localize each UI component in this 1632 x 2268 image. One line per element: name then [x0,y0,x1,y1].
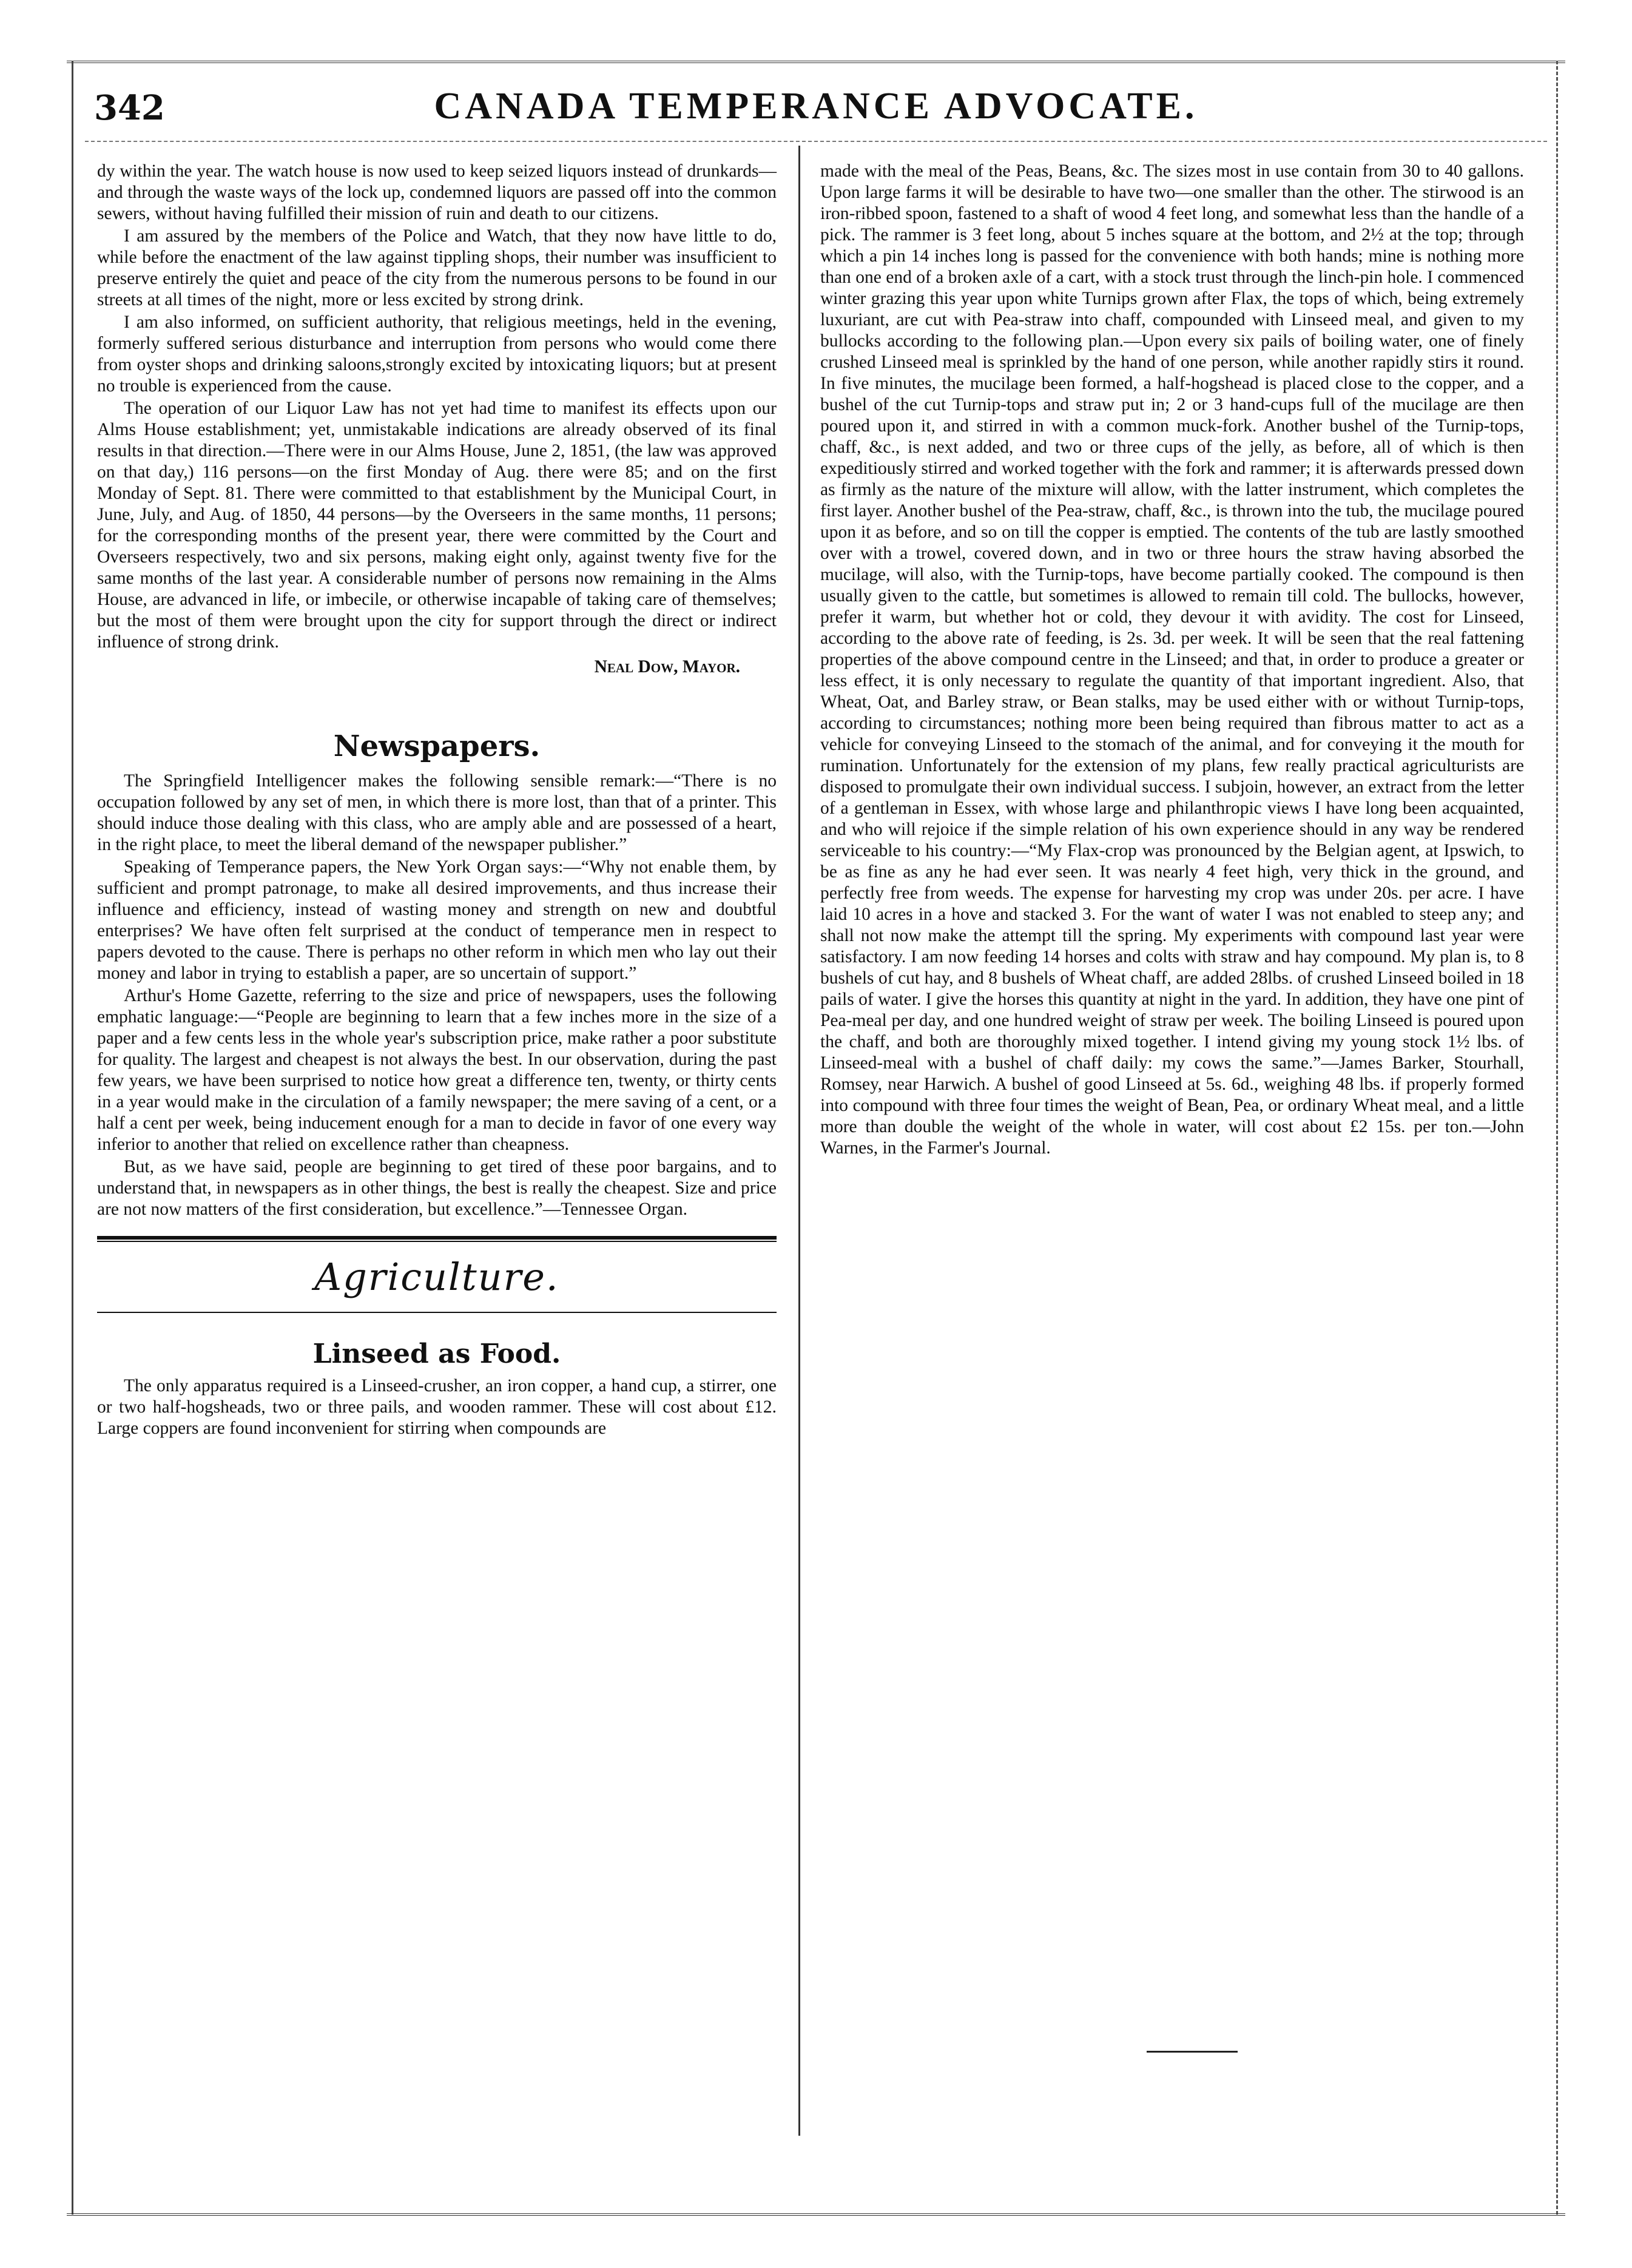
article-paragraph: Speaking of Temperance papers, the New York Organ says:—“Why not enable them, by sufficient and prompt patronage, to make all desired improvements, and thus increase their influence and efficiency, instead of wasting money and strength on new and doubtful enterprises? We have often felt surprised at the conduct of temperance men in respect to papers devoted to the cause. There is perhaps no other reform in which men who lay out their money and labor in trying to establish a paper, are so uncertain of support.” [97,857,777,983]
article-paragraph: Arthur's Home Gazette, referring to the size and price of newspapers, uses the following emphatic language:—“People are beginning to learn that a few inches more in the size of a paper and a few cents less in the whole year's subscription price, make rather a poor substitute for quality. The largest and cheapest is not always the best. In our observation, during the past few years, we have been surprised to notice how great a difference ten, twenty, or thirty cents in a year would make in the circulation of a family newspaper; the mere saving of a cent, or a half a cent per week, being inducement enough for a man to decide in favor of one every way inferior to another that relied on excellence rather than cheapness. [97,986,777,1154]
top-border-rule [67,61,1565,63]
end-of-column-rule [1147,2051,1238,2053]
article-paragraph: The only apparatus required is a Linseed-crusher, an iron copper, a hand cup, a stirrer, one or two half-hogsheads, two or three pails, and wooden rammer. These will cost about £12. Large coppers are found inconvenient for stirring when compounds are [97,1376,777,1438]
article-paragraph: dy within the year. The watch house is now used to keep seized liquors instead of drunkards—and through the waste ways of the lock up, condemned liquors are passed off into the common sewers, without having fulfilled their mission of ruin and death to our citizens. [97,161,777,223]
right-column [820,161,1524,1160]
left-column [97,161,777,1440]
bottom-border-rule [67,2213,1565,2216]
linseed-heading: Linseed as Food. [312,1338,561,1369]
article-signature: Neal Dow, Mayor. [594,657,740,677]
article-paragraph: I am also informed, on sufficient authority, that religious meetings, held in the evening, formerly suffered serious disturbance and interruption from persons who would come there from oyster shops and drinking saloons,strongly excited by intoxicating liquors; but at present no trouble is experienced from the cause. [97,312,777,396]
article-paragraph: The Springfield Intelligencer makes the following sensible remark:—“There is no occupation followed by any set of men, in which there is more lost, than that of a printer. This should induce those dealing with this class, who are amply able and are possessed of a heart, in the right place, to meet the liberal demand of the newspaper publisher.” [97,771,777,854]
masthead-title: CANADA TEMPERANCE ADVOCATE. [434,86,1198,127]
section-rule-thin [97,1241,777,1242]
newspapers-heading: Newspapers. [333,729,541,763]
article-paragraph: I am assured by the members of the Police and Watch, that they now have little to do, while before the enactment of the law against tippling shops, their number was insufficient to preserve entirely the quiet and peace of the city from the numerous persons to be found in our streets at all times of the night, more or less excited by strong drink. [97,226,777,309]
column-divider [798,146,800,2136]
article-paragraph: made with the meal of the Peas, Beans, &c. The sizes most in use contain from 30 to 40 gallons. Upon large farms it will be desirable to have two—one smaller than the other. The stirwood is an iron-ribbed spoon, fastened to a shaft of wood 4 feet long, and somewhat less than the handle of a pick. The rammer is 3 feet long, about 5 inches square at the bottom, and 2½ at the top; through which a pin 14 inches long is passed for the convenience with both hands; mine is nothing more than one end of a broken axle of a cart, with a stock trust through the linch-pin hole. I commenced winter grazing this year upon white Turnips grown after Flax, the tops of which, being extremely luxuriant, are cut with Pea-straw into chaff, compounded with Linseed meal, and given to my bullocks according to the following plan.—Upon every six pails of boiling water, one of finely crushed Linseed meal is sprinkled by the hand of one person, while another rapidly stirs it round. In five minutes, the mucilage been formed, a half-hogshead is placed close to the copper, and a bushel of the cut Turnip-tops and straw put in; 2 or 3 hand-cups full of the mucilage are then poured upon it, and stirred in with a common muck-fork. Another bushel of the Turnip-tops, chaff, &c., is next added, and two or three cups of the jelly, as before, all of which is then expeditiously stirred and worked together with the fork and rammer; it is afterwards pressed down as firmly as the nature of the mixture will allow, with the latter instrument, which completes the first layer. Another bushel of the Pea-straw, chaff, &c., is thrown into the tub, the mucilage poured upon it as before, and so on till the copper is emptied. The contents of the tub are lastly smoothed over with a trowel, covered down, and in two or three hours the straw having absorbed the mucilage, will also, with the Turnip-tops, have become partially cooked. The compound is then usually given to the cattle, but sometimes is allowed to remain till cold. The bullocks, however, prefer it warm, but whether hot or cold, they devour it with avidity. The cost for Linseed, according to the above rate of feeding, is 2s. 3d. per week. It will be seen that the real fattening properties of the above compound centre in the Linseed; and that, in order to produce a greater or less effect, it is only necessary to regulate the quantity of that important ingredient. Also, that Wheat, Oat, and Barley straw, or Bean stalks, may be used either with or without Turnip-tops, according to circumstances; nothing more been being required than fibrous matter to act as a vehicle for conveying Linseed to the stomach of the animal, and for conveying it the mouth for rumination. Unfortunately for the extension of my plans, few really practical agriculturists are disposed to promulgate their own individual success. I subjoin, however, an extract from the letter of a gentleman in Essex, with whose large and philanthropic views I have long been acquainted, and who will rejoice if the simple relation of his own experience should in any way be rendered serviceable to his country:—“My Flax-crop was pronounced by the Belgian agent, at Ipswich, to be as fine as any he had ever seen. It was nearly 4 feet high, very thick in the ground, and perfectly free from weeds. The expense for harvesting my crop was under 20s. per acre. I have laid 10 acres in a hove and stacked 3. For the want of water I was not enabled to steep any; and shall not now make the attempt till the spring. My experiments with compound last year were satisfactory. I am now feeding 14 horses and colts with straw and hay compound. My plan is, to 8 bushels of cut hay, and 8 bushels of Wheat chaff, are added 28lbs. of crushed Linseed boiled in 18 pails of water. I give the horses this quantity at night in the yard. In addition, they have one pint of Pea-meal per day, and one hundred weight of straw per week. The boiling Linseed is poured upon the chaff, and both are thoroughly mixed together. I intend giving my young stock 1½ lbs. of Linseed-meal with a bushel of chaff daily: my cows the same.”—James Barker, Stourhall, Romsey, near Harwich. A bushel of good Linseed at 5s. 6d., weighing 48 lbs. if properly formed into compound with three four times the weight of Bean, Pea, or ordinary Wheat meal, and a little more than double the weight of the whole in water, will cost about £2 15s. per ton.—John Warnes, in the Farmer's Journal. [820,161,1525,1158]
right-border-rule [1556,61,1558,2215]
article-paragraph: The operation of our Liquor Law has not yet had time to manifest its effects upon our Alms House establishment; yet, unmistakable indications are already observed of its final results in that direction.—There were in our Alms House, June 2, 1851, (the law was approved on that day,) 116 persons—on the first Monday of Aug. there were 85; and on the first Monday of Sept. 81. There were committed to that establishment by the Municipal Court, in June, July, and Aug. of 1850, 44 persons—by the Overseers in the same months, 11 persons; for the corresponding months of the present year, there were committed by the Court and Overseers respectively, two and six persons, making eight only, against twenty five for the same months of the last year. A considerable number of persons now remaining in the Alms House, are advanced in life, or imbecile, or otherwise incapable of taking care of themselves; but the most of them were brought upon the city for support through the direct or indirect influence of strong drink. [97,399,777,652]
section-rule-thick [97,1236,777,1240]
left-border-rule [72,61,73,2215]
page-number: 342 [94,88,165,128]
section-rule-thin [97,1312,777,1313]
article-paragraph: But, as we have said, people are beginning to get tired of these poor bargains, and to understand that, in newspapers as in other things, the best is really the cheapest. Size and price are not now matters of the first consideration, but excellence.”—Tennessee Organ. [97,1157,777,1219]
agriculture-heading: Agriculture. [314,1255,559,1299]
header-divider [85,141,1547,142]
